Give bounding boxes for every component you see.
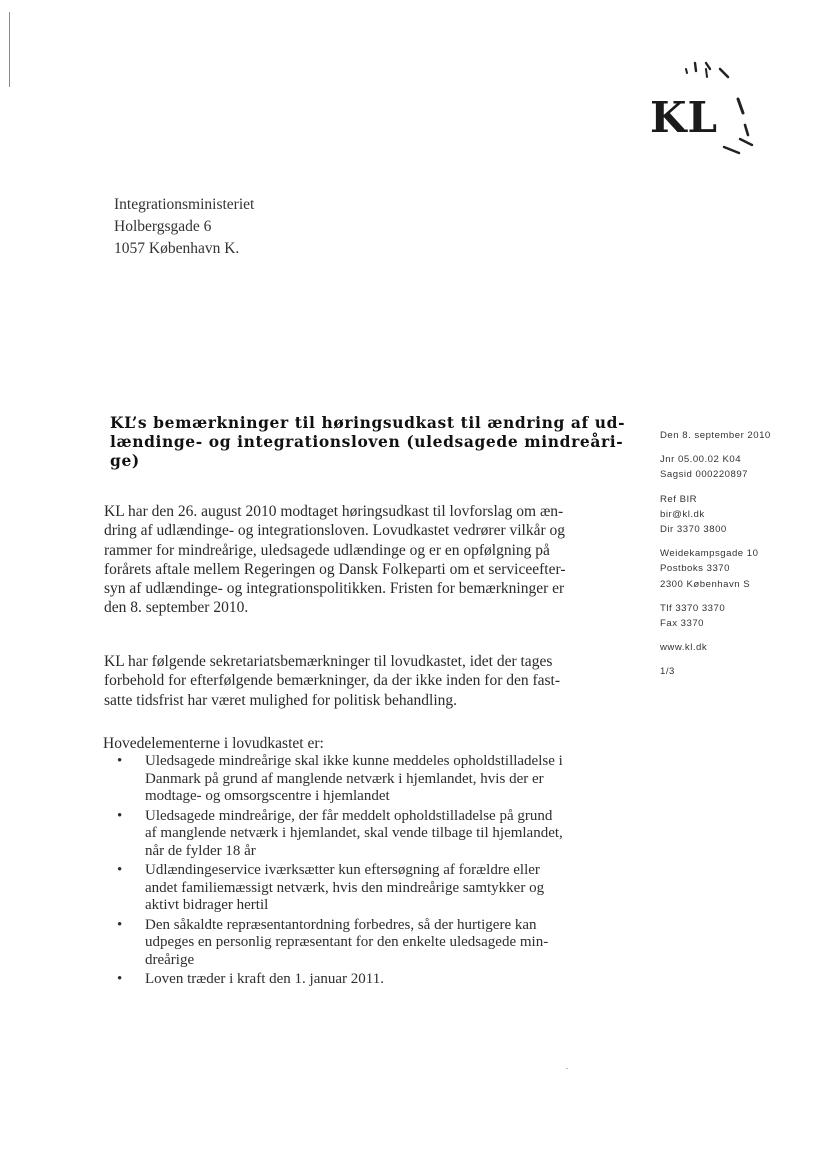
bullet-dot: • (117, 862, 123, 878)
case-id: Sagsid 000220897 (660, 469, 749, 481)
list-item (117, 862, 627, 915)
fax: Fax 3370 (660, 618, 705, 630)
paragraph-line: KL har følgende sekretariatsbemærkninger til lovudkastet, idet der tages (104, 653, 553, 670)
list-item-line: andet familiemæssigt netværk, hvis den mindreårige samtykker og (145, 879, 545, 896)
city: 2300 København S (660, 578, 751, 590)
title-line: lændinge- og integrationsloven (uledsagede mindreåri- (110, 432, 624, 451)
list-item-line: Udlændingeservice iværksætter kun eftersøgning af forældre eller (145, 862, 540, 878)
bullet-dot: • (117, 916, 123, 933)
scan-edge-mark (9, 12, 10, 87)
address-line: 1057 København K. (114, 240, 240, 257)
direct-phone: Dir 3370 3800 (660, 524, 727, 536)
list-item (117, 808, 627, 861)
list-item-line: dreårige (145, 951, 195, 968)
main-elements-list (117, 753, 627, 991)
paragraph-line: dring af udlændinge- og integrationsloven. Lovudkastet vedrører vilkår og (104, 522, 566, 540)
paragraph-line: forbehold for efterfølgende bemærkninger, da der ikke inden for den fast- (104, 672, 561, 690)
email: bir@kl.dk (660, 508, 705, 520)
page-number: 1/3 (660, 666, 675, 678)
kl-logo (644, 55, 764, 165)
list-item-line: modtage- og omsorgscentre i hjemlandet (145, 788, 390, 804)
paragraph-line: syn af udlændinge- og integrationspolitikken. Fristen for bemærkninger er (104, 580, 565, 598)
street-address: Weidekampsgade 10 (660, 548, 759, 560)
recipient-address (114, 194, 254, 260)
list-item-line: aktivt bidrager hertil (145, 897, 269, 913)
list-item-line: af manglende netværk i hjemlandet, skal vende tilbage til hjemlandet, (145, 825, 563, 841)
intro-paragraph (104, 502, 624, 618)
list-item-line: når de fylder 18 år (145, 842, 256, 859)
paragraph-line: satte tidsfrist har været mulighed for politisk behandling. (104, 691, 457, 709)
bullet-dot: • (117, 971, 123, 987)
journal-number: Jnr 05.00.02 K04 (660, 454, 742, 466)
address-line: Holbergsgade 6 (114, 218, 212, 235)
website: www.kl.dk (660, 642, 708, 654)
list-item-line: Uledsagede mindreårige skal ikke kunne meddeles opholdstilladelse i (145, 753, 563, 769)
sender-info-sidebar (660, 428, 810, 680)
bullet-dot: • (117, 753, 123, 769)
reservation-paragraph (104, 652, 624, 710)
title-line: ge) (110, 451, 140, 470)
list-item-line: Danmark på grund af manglende netværk i hjemlandet, hvis der er (145, 770, 544, 787)
letter-date: Den 8. september 2010 (660, 430, 771, 441)
title-line: KL’s bemærkninger til høringsudkast til ændring af ud- (110, 413, 626, 432)
scan-speck (566, 1068, 568, 1069)
list-item (117, 971, 627, 989)
logo-text: KL (650, 93, 719, 142)
paragraph-line: den 8. september 2010. (104, 599, 249, 617)
paragraph-line: forårets aftale mellem Regeringen og Dansk Folkeparti om et serviceefter- (104, 560, 566, 578)
postbox: Postboks 3370 (660, 563, 730, 575)
list-item (117, 917, 627, 970)
paragraph-line: KL har den 26. august 2010 modtaget høringsudkast til lovforslag om æn- (104, 503, 564, 520)
list-item-line: Uledsagede mindreårige, der får meddelt opholdstilladelse på grund (145, 807, 553, 824)
paragraph-line: rammer for mindreårige, uledsagede udlændinge og er en opfølgning på (104, 541, 550, 559)
document-title (110, 413, 626, 470)
list-item-line: Den såkaldte repræsentantordning forbedres, så der hurtigere kan (145, 916, 537, 933)
bullet-dot: • (117, 807, 123, 824)
list-item-line: udpeges en personlig repræsentant for den enkelte uledsagede min- (145, 934, 549, 950)
list-item-line: Loven træder i kraft den 1. januar 2011. (145, 971, 384, 987)
address-line: Integrationsministeriet (114, 196, 255, 213)
reference: Ref BIR (660, 493, 698, 505)
list-item (117, 753, 627, 806)
list-heading: Hovedelementerne i lovudkastet er: (103, 735, 324, 752)
phone: Tlf 3370 3370 (660, 602, 726, 614)
